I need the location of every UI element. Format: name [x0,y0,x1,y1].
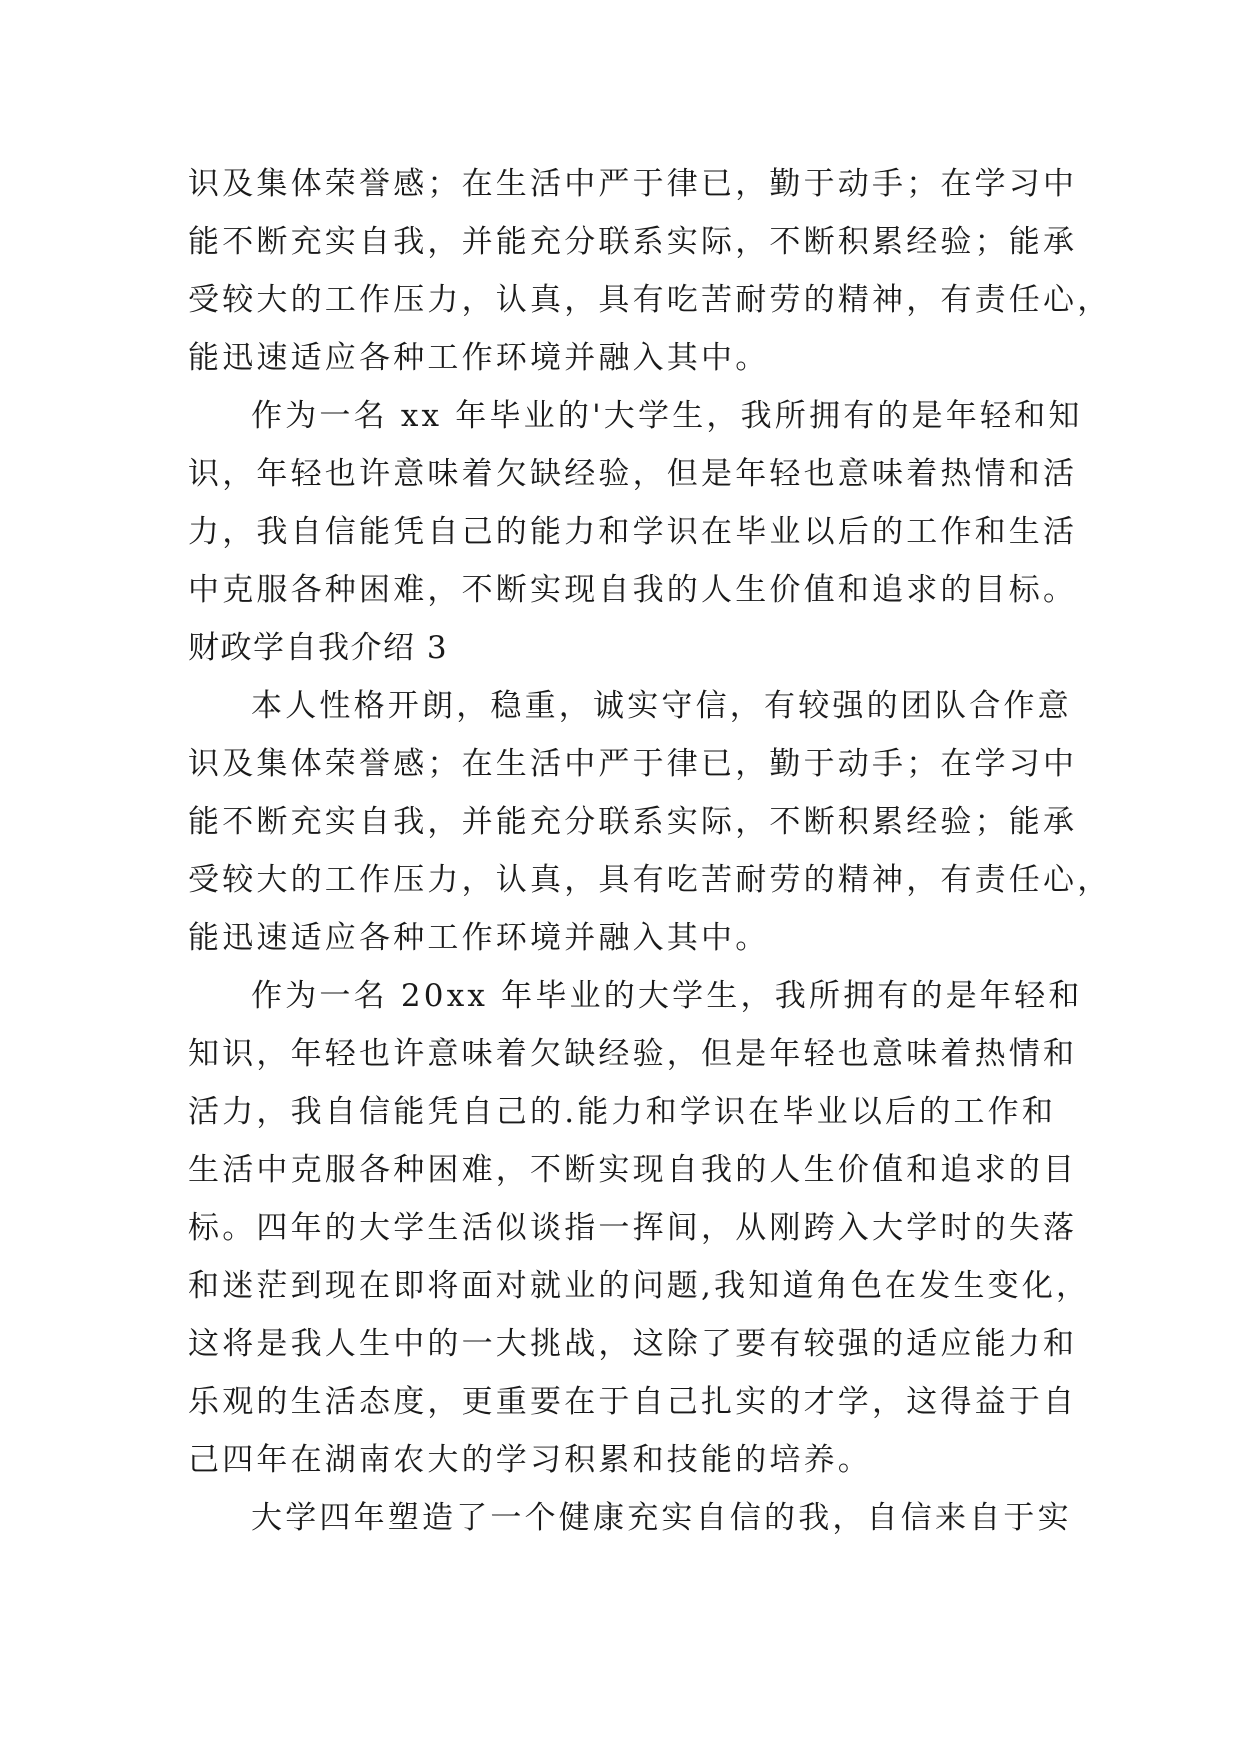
text-line: 能迅速适应各种工作环境并融入其中。 [188,340,770,376]
text-line: 受较大的工作压力，认真，具有吃苦耐劳的精神，有责任心， [188,862,1112,898]
text-line: 乐观的生活态度，更重要在于自己扎实的才学，这得益于自 [188,1384,1078,1420]
text-line: 能迅速适应各种工作环境并融入其中。 [188,920,770,956]
text-line: 识及集体荣誉感；在生活中严于律已，勤于动手；在学习中 [188,746,1078,782]
text-line: 己四年在湖南农大的学习积累和技能的培养。 [188,1442,872,1478]
document-body [188,155,1112,1547]
text-line: 识及集体荣誉感；在生活中严于律已，勤于动手；在学习中 [188,166,1078,202]
paragraph-start-line: 本人性格开朗，稳重，诚实守信，有较强的团队合作意 [251,688,1072,724]
text-line: 受较大的工作压力，认真，具有吃苦耐劳的精神，有责任心， [188,282,1112,318]
paragraph-start-line: 大学四年塑造了一个健康充实自信的我，自信来自于实 [251,1500,1072,1536]
section-heading: 财政学自我介绍 3 [188,630,449,666]
text-line: 能不断充实自我，并能充分联系实际，不断积累经验；能承 [188,804,1078,840]
text-line: 识，年轻也许意味着欠缺经验，但是年轻也意味着热情和活 [188,456,1078,492]
text-line: 和迷茫到现在即将面对就业的问题,我知道角色在发生变化， [188,1268,1091,1304]
text-line: 力，我自信能凭自己的能力和学识在毕业以后的工作和生活 [188,514,1078,550]
text-line: 能不断充实自我，并能充分联系实际，不断积累经验；能承 [188,224,1078,260]
text-line: 知识，年轻也许意味着欠缺经验，但是年轻也意味着热情和 [188,1036,1078,1072]
text-line: 这将是我人生中的一大挑战，这除了要有较强的适应能力和 [188,1326,1078,1362]
text-line: 生活中克服各种困难，不断实现自我的人生价值和追求的目 [188,1152,1078,1188]
text-line: 标。四年的大学生活似谈指一挥间，从刚跨入大学时的失落 [188,1210,1078,1246]
paragraph-start-line: 作为一名 xx 年毕业的'大学生，我所拥有的是年轻和知 [251,398,1083,434]
paragraph-start-line: 作为一名 20xx 年毕业的大学生，我所拥有的是年轻和 [251,978,1083,1014]
text-line: 活力，我自信能凭自己的.能力和学识在毕业以后的工作和 [188,1094,1057,1130]
text-line: 中克服各种困难，不断实现自我的人生价值和追求的目标。 [188,572,1078,608]
